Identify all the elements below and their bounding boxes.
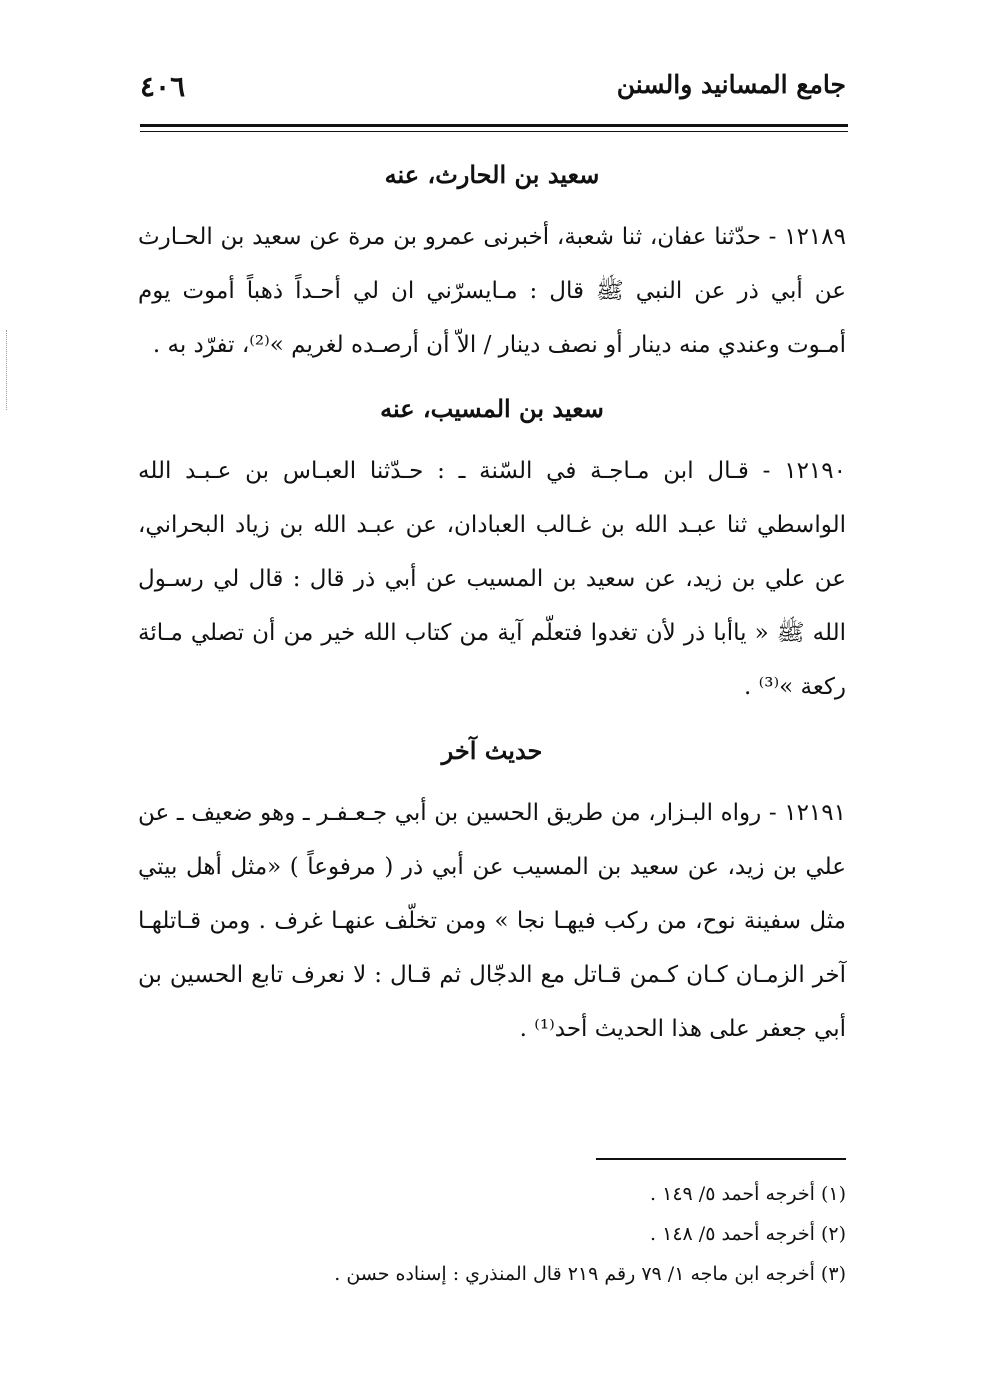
hadith-entry-12191: ١٢١٩١ - رواه البـزار، من طريق الحسين بن أبي جـعـفـر ـ وهو ضعيف ـ عن علي بن زيد، عن سعيد بن المسيب عن أبي ذر ( مرفوعاً ) «مثل أهل بيتي مثل سفينة نوح، من ركب فيهـا نجا » ومن تخلّف عنهـا غرف . ومن قـاتلهـا آخر الزمـان كـان كـمن قـاتل مع الدجّال ثم قـال : لا نعرف تابع الحسين بن أبي جعفر على هذا الحديث أحد⁽¹⁾ . — [138, 800, 846, 1042]
section-heading-said-ibn-al-musayyib: سعيد بن المسيب، عنه — [380, 394, 604, 423]
page-number: ٤٠٦ — [140, 70, 186, 103]
section-heading-said-ibn-al-harith: سعيد بن الحارث، عنه — [384, 160, 600, 189]
hadith-entry-12190: ١٢١٩٠ - قـال ابن مـاجـة في السّنة ـ : حـدّثنا العبـاس بن عـبـد الله الواسطي ثنا عبـد الله بن غـالب العبادان، عن عبـد الله بن زياد البحراني، عن علي بن زيد، عن سعيد بن المسيب عن أبي ذر قال : قال لي رسـول الله ﷺ « ياأبا ذر لأن تغدوا فتعلّم آية من كتاب الله خير من أن تصلي مـائة ركعة »⁽³⁾ . — [138, 458, 846, 700]
footnote-1: (١) أخرجه أحمد ٥/ ١٤٩ . — [650, 1183, 846, 1205]
hadith-entry-12189: ١٢١٨٩ - حدّثنا عفان، ثنا شعبة، أخبرنى عمرو بن مرة عن سعيد بن الحـارث عن أبي ذر عن النبي ﷺ قال : مـايسرّني ان لي أحـداً ذهباً أموت يوم أمـوت وعندي منه دينار أو نصف دينار / الاّ أن أرصـده لغريم »⁽²⁾، تفرّد به . — [138, 224, 846, 358]
footnotes — [138, 1158, 846, 1294]
footnote-divider — [596, 1158, 846, 1160]
page-body — [138, 148, 846, 1066]
header-rule — [140, 124, 848, 127]
footnote-2: (٢) أخرجه أحمد ٥/ ١٤٨ . — [650, 1223, 846, 1245]
footnote-3: (٣) أخرجه ابن ماجه ١/ ٧٩ رقم ٢١٩ قال المنذري : إسناده حسن . — [334, 1263, 846, 1285]
header-rule-thin — [140, 131, 848, 132]
book-title: جامع المسانيد والسنن — [616, 70, 846, 99]
section-heading-another-hadith: حديث آخر — [441, 736, 543, 765]
page-header — [140, 70, 846, 116]
scan-margin-mark — [6, 330, 8, 410]
